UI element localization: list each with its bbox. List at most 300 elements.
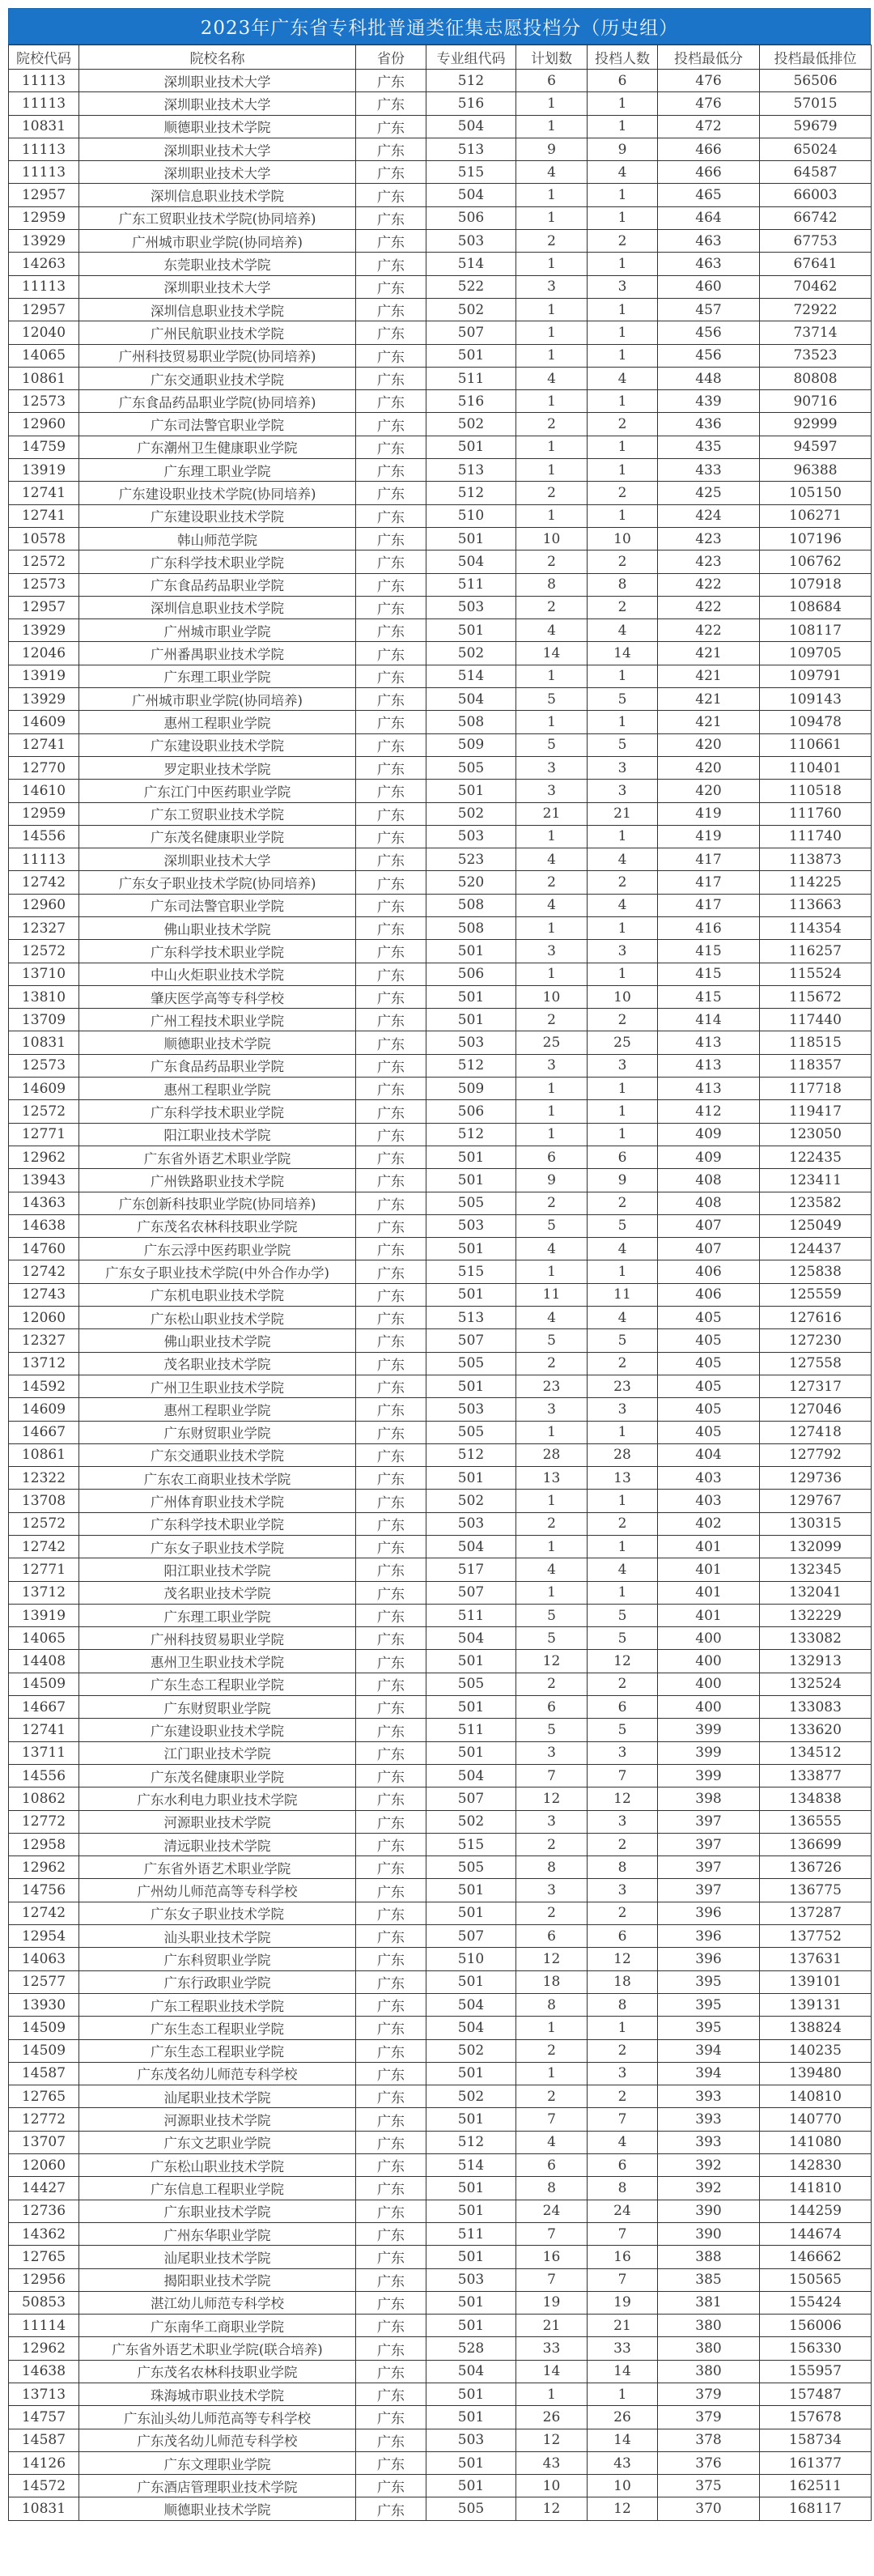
cell-school-name: 汕尾职业技术学院 [79,2085,356,2108]
cell-plan-count: 2 [516,550,588,573]
cell-plan-count: 24 [516,2200,588,2222]
cell-group-code: 512 [426,1054,516,1077]
cell-min-score: 464 [658,206,760,229]
cell-province: 广东 [356,1604,426,1626]
cell-province: 广东 [356,2200,426,2222]
cell-min-rank: 138824 [760,2017,872,2039]
cell-min-rank: 117440 [760,1009,872,1031]
cell-group-code: 515 [426,1260,516,1283]
cell-min-rank: 107196 [760,527,872,550]
cell-province: 广东 [356,1054,426,1077]
cell-group-code: 505 [426,756,516,779]
cell-min-score: 397 [658,1856,760,1879]
cell-min-score: 375 [658,2475,760,2497]
cell-min-rank: 132345 [760,1558,872,1581]
cell-group-code: 501 [426,1879,516,1902]
cell-school-name: 广东建设职业技术学院 [79,1719,356,1741]
cell-group-code: 501 [426,527,516,550]
cell-group-code: 504 [426,2017,516,2039]
sheet-title: 2023年广东省专科批普通类征集志愿投档分（历史组） [8,8,871,45]
cell-group-code: 507 [426,321,516,344]
cell-school-name: 广东松山职业技术学院 [79,2154,356,2177]
cell-group-code: 501 [426,2177,516,2200]
cell-plan-count: 5 [516,733,588,756]
cell-group-code: 501 [426,2475,516,2497]
table-row [9,184,872,206]
cell-plan-count: 5 [516,1719,588,1741]
cell-group-code: 523 [426,848,516,871]
cell-plan-count: 28 [516,1443,588,1466]
table-row [9,321,872,344]
cell-province: 广东 [356,1810,426,1833]
table-row [9,1627,872,1650]
cell-province: 广东 [356,756,426,779]
cell-province: 广东 [356,115,426,138]
cell-min-score: 401 [658,1581,760,1604]
cell-admitted-count: 1 [588,298,658,321]
cell-min-score: 405 [658,1352,760,1375]
cell-admitted-count: 7 [588,2268,658,2291]
cell-school-code: 14063 [9,1948,79,1970]
cell-min-rank: 142830 [760,2154,872,2177]
cell-plan-count: 8 [516,573,588,596]
cell-min-score: 397 [658,1833,760,1855]
cell-min-rank: 113873 [760,848,872,871]
cell-min-rank: 144259 [760,2200,872,2222]
table-row [9,1146,872,1168]
table-row [9,1741,872,1764]
cell-school-code: 12572 [9,940,79,963]
cell-school-code: 14609 [9,1078,79,1100]
cell-min-rank: 70462 [760,275,872,298]
table-row [9,985,872,1008]
cell-min-rank: 125559 [760,1283,872,1306]
cell-school-code: 14638 [9,2360,79,2383]
cell-min-rank: 141080 [760,2131,872,2153]
cell-province: 广东 [356,367,426,389]
table-row [9,206,872,229]
cell-school-code: 10861 [9,367,79,389]
cell-group-code: 502 [426,1490,516,1512]
cell-min-rank: 110661 [760,733,872,756]
cell-admitted-count: 4 [588,367,658,389]
table-row [9,1490,872,1512]
cell-school-name: 广东茂名健康职业学院 [79,825,356,848]
cell-plan-count: 2 [516,482,588,504]
cell-plan-count: 6 [516,2154,588,2177]
cell-group-code: 503 [426,2429,516,2451]
cell-school-code: 11113 [9,138,79,160]
cell-school-name: 广州铁路职业技术学院 [79,1169,356,1192]
cell-school-code: 13929 [9,688,79,711]
table-row [9,596,872,618]
cell-plan-count: 1 [516,321,588,344]
cell-min-rank: 114225 [760,871,872,894]
cell-admitted-count: 1 [588,206,658,229]
cell-min-score: 399 [658,1719,760,1741]
cell-min-rank: 108117 [760,619,872,642]
cell-school-name: 广东机电职业技术学院 [79,1283,356,1306]
table-row [9,1307,872,1329]
cell-min-score: 420 [658,780,760,802]
cell-plan-count: 3 [516,1741,588,1764]
cell-min-score: 380 [658,2337,760,2360]
cell-min-score: 404 [658,1443,760,1466]
cell-min-score: 472 [658,115,760,138]
cell-min-rank: 114354 [760,916,872,939]
cell-min-rank: 161377 [760,2451,872,2474]
cell-school-code: 12960 [9,894,79,916]
cell-min-rank: 132229 [760,1604,872,1626]
cell-school-code: 14362 [9,2222,79,2245]
cell-plan-count: 7 [516,2268,588,2291]
cell-school-name: 肇庆医学高等专科学校 [79,985,356,1008]
cell-min-score: 409 [658,1123,760,1146]
cell-min-rank: 117718 [760,1078,872,1100]
cell-group-code: 507 [426,1581,516,1604]
cell-admitted-count: 3 [588,940,658,963]
cell-school-code: 12572 [9,1512,79,1535]
table-row [9,2451,872,2474]
cell-plan-count: 33 [516,2337,588,2360]
table-row [9,1604,872,1626]
cell-school-name: 广东省外语艺术职业学院(联合培养) [79,2337,356,2360]
cell-school-code: 11113 [9,848,79,871]
cell-plan-count: 1 [516,1421,588,1443]
cell-school-code: 12742 [9,1902,79,1924]
cell-plan-count: 1 [516,665,588,687]
cell-min-rank: 140810 [760,2085,872,2108]
cell-group-code: 501 [426,2246,516,2268]
table-row [9,2315,872,2337]
cell-group-code: 503 [426,825,516,848]
cell-school-code: 12954 [9,1925,79,1948]
cell-school-name: 广州科技贸易职业学院 [79,1627,356,1650]
cell-min-score: 421 [658,711,760,733]
cell-school-name: 广东科学技术职业学院 [79,1512,356,1535]
cell-min-score: 380 [658,2360,760,2383]
cell-province: 广东 [356,1902,426,1924]
cell-min-score: 466 [658,138,760,160]
cell-province: 广东 [356,230,426,253]
cell-plan-count: 9 [516,138,588,160]
cell-school-code: 12327 [9,1329,79,1352]
cell-school-code: 14556 [9,825,79,848]
cell-plan-count: 1 [516,711,588,733]
cell-admitted-count: 2 [588,596,658,618]
cell-school-name: 湛江幼儿师范专科学校 [79,2291,356,2314]
table-row [9,2062,872,2085]
table-row [9,230,872,253]
cell-group-code: 504 [426,1536,516,1558]
table-row [9,756,872,779]
table-row [9,1169,872,1192]
cell-admitted-count: 7 [588,1764,658,1787]
cell-min-rank: 111740 [760,825,872,848]
cell-admitted-count: 3 [588,1741,658,1764]
cell-group-code: 503 [426,1512,516,1535]
cell-school-name: 广东食品药品职业学院(协同培养) [79,390,356,413]
cell-province: 广东 [356,711,426,733]
cell-plan-count: 12 [516,2429,588,2451]
cell-province: 广东 [356,2268,426,2291]
cell-province: 广东 [356,206,426,229]
cell-school-code: 12573 [9,1054,79,1077]
cell-school-name: 广东酒店管理职业技术学院 [79,2475,356,2497]
cell-school-name: 汕头职业技术学院 [79,1925,356,1948]
cell-min-rank: 118357 [760,1054,872,1077]
cell-group-code: 501 [426,1741,516,1764]
cell-min-score: 394 [658,2062,760,2085]
cell-school-name: 广东南华工商职业学院 [79,2315,356,2337]
cell-min-score: 415 [658,985,760,1008]
cell-group-code: 509 [426,1078,516,1100]
cell-group-code: 503 [426,596,516,618]
cell-group-code: 512 [426,1443,516,1466]
cell-group-code: 501 [426,1902,516,1924]
cell-school-name: 深圳信息职业技术学院 [79,184,356,206]
cell-min-rank: 65024 [760,138,872,160]
cell-admitted-count: 4 [588,161,658,184]
table-row [9,2406,872,2429]
cell-school-code: 12327 [9,916,79,939]
cell-school-name: 广东科贸职业学院 [79,1948,356,1970]
cell-admitted-count: 21 [588,802,658,825]
cell-min-rank: 168117 [760,2497,872,2520]
cell-min-rank: 137287 [760,1902,872,1924]
cell-min-rank: 67641 [760,253,872,275]
cell-admitted-count: 1 [588,436,658,458]
cell-min-rank: 127317 [760,1375,872,1397]
table-row [9,1810,872,1833]
cell-plan-count: 4 [516,619,588,642]
cell-min-rank: 57015 [760,92,872,115]
cell-admitted-count: 6 [588,2154,658,2177]
cell-province: 广东 [356,688,426,711]
cell-school-code: 12736 [9,2200,79,2222]
cell-plan-count: 25 [516,1031,588,1054]
cell-group-code: 513 [426,138,516,160]
cell-school-name: 深圳职业技术大学 [79,275,356,298]
cell-province: 广东 [356,619,426,642]
cell-group-code: 504 [426,550,516,573]
cell-admitted-count: 2 [588,1009,658,1031]
cell-min-rank: 137752 [760,1925,872,1948]
table-row [9,390,872,413]
cell-group-code: 513 [426,1307,516,1329]
cell-min-score: 419 [658,802,760,825]
cell-school-code: 14609 [9,711,79,733]
cell-plan-count: 4 [516,367,588,389]
table-row [9,1443,872,1466]
cell-group-code: 503 [426,2268,516,2291]
cell-school-name: 广东茂名农林科技职业学院 [79,1214,356,1237]
cell-plan-count: 1 [516,1100,588,1123]
cell-group-code: 506 [426,1100,516,1123]
cell-school-code: 13711 [9,1741,79,1764]
cell-min-rank: 106271 [760,504,872,527]
cell-min-rank: 123582 [760,1192,872,1214]
cell-min-rank: 119417 [760,1100,872,1123]
cell-group-code: 522 [426,275,516,298]
cell-admitted-count: 18 [588,1970,658,1993]
cell-admitted-count: 2 [588,1512,658,1535]
cell-min-score: 417 [658,894,760,916]
table-row [9,2222,872,2245]
cell-school-name: 惠州工程职业学院 [79,1398,356,1421]
cell-min-rank: 56506 [760,70,872,92]
cell-min-score: 395 [658,1970,760,1993]
cell-school-name: 顺德职业技术学院 [79,115,356,138]
cell-admitted-count: 4 [588,1238,658,1260]
cell-province: 广东 [356,344,426,367]
cell-plan-count: 1 [516,1581,588,1604]
cell-min-score: 425 [658,482,760,504]
cell-school-name: 广东潮州卫生健康职业学院 [79,436,356,458]
cell-group-code: 506 [426,206,516,229]
cell-admitted-count: 16 [588,2246,658,2268]
table-row [9,1879,872,1902]
cell-province: 广东 [356,2108,426,2131]
cell-min-rank: 113663 [760,894,872,916]
cell-min-score: 403 [658,1490,760,1512]
cell-admitted-count: 5 [588,1214,658,1237]
cell-plan-count: 1 [516,1078,588,1100]
cell-school-name: 广东文艺职业学院 [79,2131,356,2153]
cell-min-score: 421 [658,642,760,665]
cell-min-score: 400 [658,1696,760,1719]
cell-plan-count: 10 [516,2475,588,2497]
cell-group-code: 508 [426,916,516,939]
cell-admitted-count: 12 [588,1948,658,1970]
cell-plan-count: 9 [516,1169,588,1192]
cell-min-score: 460 [658,275,760,298]
cell-group-code: 511 [426,1719,516,1741]
cell-group-code: 501 [426,940,516,963]
cell-school-code: 12743 [9,1283,79,1306]
table-row [9,825,872,848]
cell-min-score: 402 [658,1512,760,1535]
cell-school-name: 深圳职业技术大学 [79,92,356,115]
table-row [9,2039,872,2062]
table-row [9,367,872,389]
cell-min-rank: 123411 [760,1169,872,1192]
cell-school-code: 13929 [9,619,79,642]
cell-province: 广东 [356,436,426,458]
cell-school-name: 广州城市职业学院(协同培养) [79,230,356,253]
cell-province: 广东 [356,1169,426,1192]
cell-min-rank: 134512 [760,1741,872,1764]
cell-plan-count: 7 [516,2108,588,2131]
cell-min-rank: 106762 [760,550,872,573]
cell-province: 广东 [356,1192,426,1214]
cell-min-score: 408 [658,1192,760,1214]
cell-min-rank: 67753 [760,230,872,253]
cell-group-code: 501 [426,2406,516,2429]
cell-school-code: 12573 [9,573,79,596]
cell-min-score: 388 [658,2246,760,2268]
cell-province: 广东 [356,2315,426,2337]
cell-school-code: 12741 [9,482,79,504]
cell-min-score: 465 [658,184,760,206]
cell-group-code: 504 [426,115,516,138]
cell-min-rank: 115524 [760,963,872,985]
cell-plan-count: 6 [516,1925,588,1948]
cell-min-rank: 105150 [760,482,872,504]
cell-group-code: 501 [426,780,516,802]
cell-group-code: 517 [426,1558,516,1581]
cell-school-code: 12962 [9,1856,79,1879]
cell-plan-count: 21 [516,802,588,825]
cell-school-name: 佛山职业技术学院 [79,1329,356,1352]
cell-min-rank: 125049 [760,1214,872,1237]
cell-plan-count: 1 [516,298,588,321]
cell-school-code: 14638 [9,1214,79,1237]
cell-plan-count: 5 [516,1329,588,1352]
cell-min-rank: 66003 [760,184,872,206]
cell-group-code: 503 [426,1031,516,1054]
cell-school-code: 14065 [9,344,79,367]
cell-school-code: 12322 [9,1467,79,1490]
table-row [9,1764,872,1787]
cell-school-name: 广州卫生职业技术学院 [79,1375,356,1397]
cell-group-code: 505 [426,1421,516,1443]
cell-plan-count: 3 [516,275,588,298]
cell-school-name: 广州城市职业学院(协同培养) [79,688,356,711]
cell-plan-count: 2 [516,1009,588,1031]
cell-school-name: 广东职业技术学院 [79,2200,356,2222]
table-row [9,1558,872,1581]
cell-province: 广东 [356,482,426,504]
cell-min-rank: 109143 [760,688,872,711]
cell-plan-count: 5 [516,1214,588,1237]
cell-min-score: 392 [658,2154,760,2177]
header-province: 省份 [356,45,426,70]
cell-province: 广东 [356,70,426,92]
cell-admitted-count: 10 [588,985,658,1008]
cell-province: 广东 [356,504,426,527]
table-row [9,1719,872,1741]
cell-school-code: 14592 [9,1375,79,1397]
cell-admitted-count: 3 [588,1879,658,1902]
cell-group-code: 501 [426,1375,516,1397]
cell-province: 广东 [356,2039,426,2062]
table-row [9,1031,872,1054]
cell-plan-count: 8 [516,1993,588,2016]
cell-plan-count: 1 [516,436,588,458]
admission-score-sheet [8,8,871,2521]
cell-school-name: 广东工贸职业技术学院(协同培养) [79,206,356,229]
cell-province: 广东 [356,1970,426,1993]
cell-plan-count: 16 [516,2246,588,2268]
cell-school-code: 12962 [9,2337,79,2360]
cell-group-code: 501 [426,2200,516,2222]
cell-admitted-count: 2 [588,482,658,504]
cell-plan-count: 8 [516,1856,588,1879]
table-row [9,1787,872,1810]
table-row [9,1078,872,1100]
cell-admitted-count: 5 [588,1627,658,1650]
header-min-score: 投档最低分 [658,45,760,70]
cell-province: 广东 [356,161,426,184]
cell-province: 广东 [356,1581,426,1604]
cell-admitted-count: 1 [588,1536,658,1558]
cell-plan-count: 1 [516,184,588,206]
cell-province: 广东 [356,985,426,1008]
table-row [9,2200,872,2222]
cell-group-code: 507 [426,1925,516,1948]
cell-min-score: 405 [658,1398,760,1421]
